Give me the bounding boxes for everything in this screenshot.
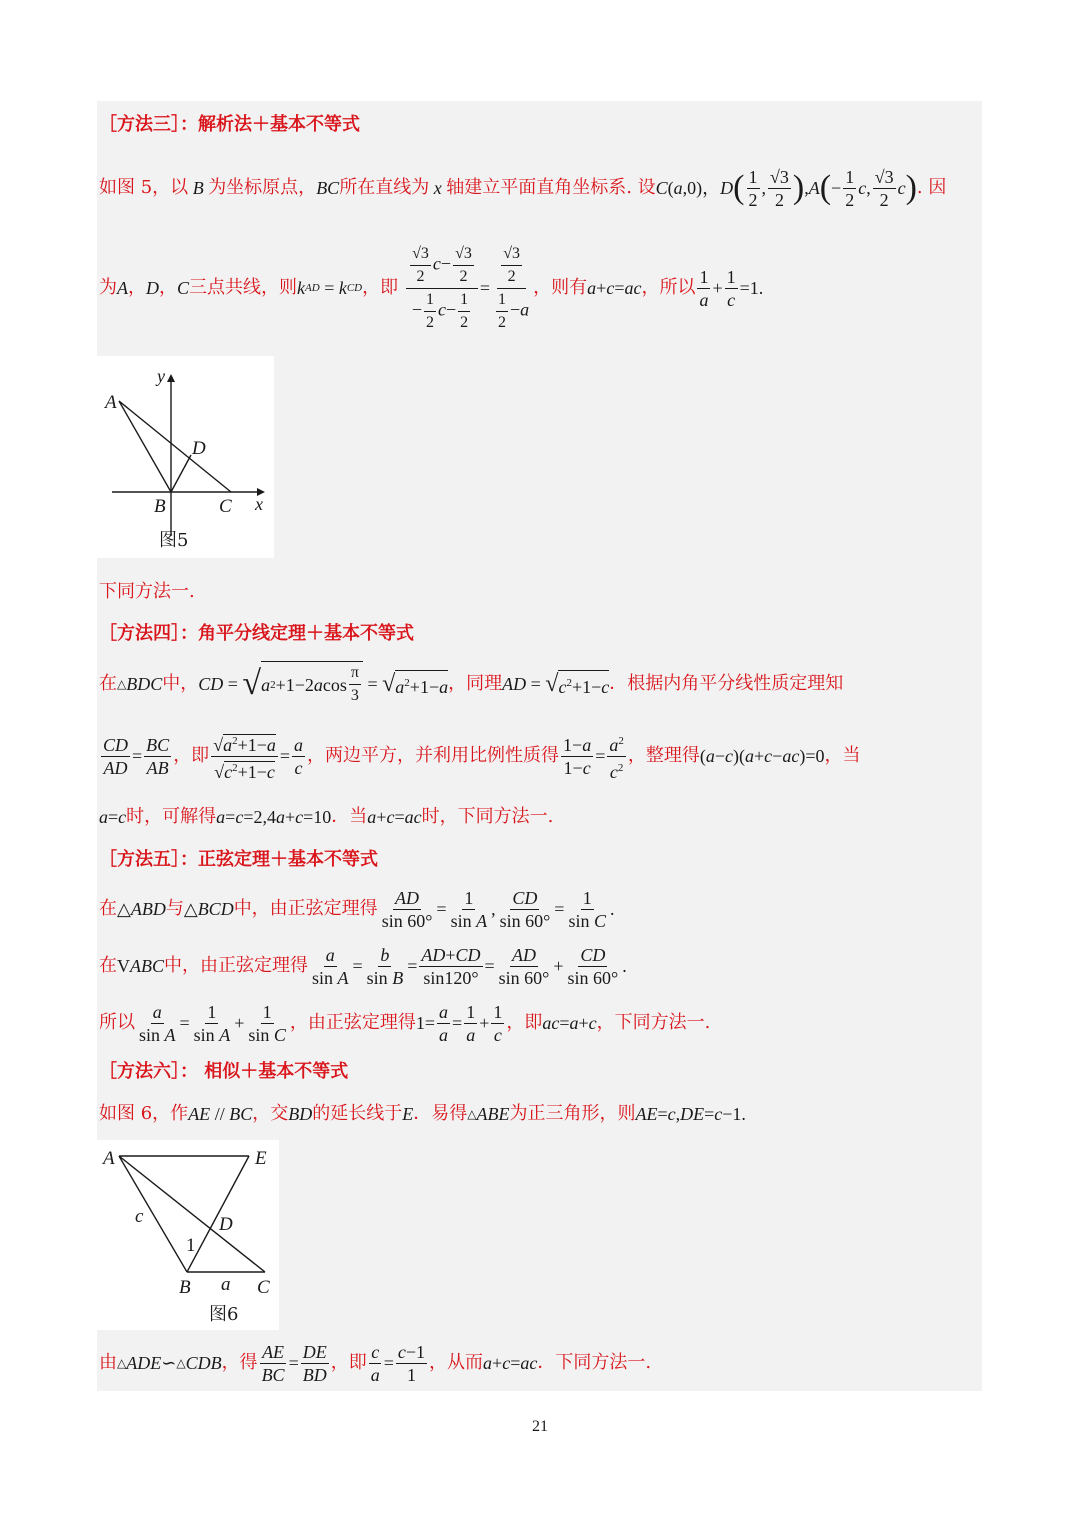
fig5-label-D: D: [192, 438, 206, 459]
method3-line2: 为 A ， D ， C 三点共线，则 k AD = k CD ，即 $\frac{√3}{2}$ c− $\frac{√3}{2}$ − $\frac{1}{2}$ c− $\frac{1}{2}$ = $\frac{√3}{2}$ $\frac{1}{2}$ −a ，则有 a + c = ac ，所以 $\frac{1}{a}$ + $\frac{1}{c}$ =1.: [99, 244, 764, 331]
method6-line2: 由 △ ADE ∽ △ CDB ，得 $\frac{AE}{BC}$ = $\frac{DE}{BD}$ ，即 $\frac{c}{a}$ = $\frac{c-1}{1}$ ，从而 a + c = ac ．下同方法一.: [99, 1341, 652, 1385]
figure-5-diagram: [97, 356, 274, 558]
method3-title: ［方法三］：解析法＋基本不等式: [99, 114, 360, 135]
method4-line3: a = c 时，可解得 a = c =2,4 a + c =10 ．当 a + c = ac 时，下同方法一.: [99, 806, 554, 827]
figure-5: [97, 356, 274, 558]
method3-line1: 如图 5，以 B 为坐标原点， BC 所在直线为 x 轴建立平面直角坐标系. 设 C ( a ,0)， D ( $\frac{1}{2}$ , $\frac{√3}{2}$ ) , A ( − $\frac{1}{2}$ c , $\frac{√3}{2}$ c ) . 因: [99, 166, 947, 210]
fig5-label-B: B: [154, 496, 166, 517]
method5-title: ［方法五］：正弦定理＋基本不等式: [99, 849, 378, 870]
fig5-label-y: y: [157, 366, 165, 386]
method6-title: ［方法六］： 相似＋基本不等式: [99, 1061, 349, 1082]
method5-line1: 在 △ ABD 与 △ BCD 中，由正弦定理得 $\frac{AD}{\sin 60^\circ}$ = $\frac{1}{\text{sin A}}$ , $\frac{CD}{\sin 60^\circ}$ = $\frac{1}{\text{sin C}}$ .: [99, 887, 615, 931]
method4-title: ［方法四］：角平分线定理＋基本不等式: [99, 623, 414, 644]
fig6-label-E: E: [255, 1148, 267, 1169]
fig6-label-A: A: [103, 1148, 115, 1169]
fig5-label-x: x: [255, 494, 263, 514]
fig6-label-D: D: [219, 1214, 233, 1235]
method6-line1: 如图 6，作 AE // BC ，交 BD 的延长线于 E ．易得 △ ABE 为正三角形，则 AE = c , DE = c −1.: [99, 1103, 746, 1124]
fig6-label-C: C: [257, 1277, 270, 1298]
fig5-label-C: C: [219, 496, 232, 517]
fig6-label-B: B: [179, 1277, 191, 1298]
fig6-caption: 图6: [209, 1304, 239, 1325]
fig6-label-1: 1: [186, 1235, 196, 1256]
fig5-caption: 图5: [159, 530, 189, 551]
page-number: 21: [532, 1418, 548, 1435]
method5-line3: 所以 $\frac{a}{\text{sin A}}$ = $\frac{1}{\text{sin A}}$ + $\frac{1}{\text{sin C}}$ ，由正弦定理得 1= $\frac{a}{a}$ = $\frac{1}{a}$ + $\frac{1}{c}$ ，即 ac = a + c ，下同方法一.: [99, 1001, 711, 1045]
method3-line3: 下同方法一.: [99, 581, 195, 602]
fig6-label-a: a: [221, 1274, 231, 1295]
method4-line1: 在 △ BDC 中， CD = √ a 2 +1−2 a cos $\frac{\pi}{3}$ = √ $a^2+1-a$ ，同理 AD = √ $c^2+1-c$ ．根据内角平分线性质定理知: [99, 658, 984, 710]
fig5-label-A: A: [105, 392, 117, 413]
method4-line2: $\frac{CD}{AD}$ = $\frac{BC}{AB}$ ，即 $\frac{√a^2+1-a}{√c^2+1-c}$ = $\frac{a}{c}$ ，两边平方，并利用比例性质得 $\frac{1-a}{1-c}$ = $\frac{a^2}{c^2}$ ，整理得 (a−c)(a+c−ac)=0 ，当: [99, 730, 984, 782]
figure-6-diagram: [97, 1140, 279, 1330]
method5-line2: 在 V ABC 中，由正弦定理得 $\frac{a}{\text{sin A}}$ = $\frac{b}{\text{sin B}}$ = $\frac{AD+CD}{\sin 120^\circ}$ = $\frac{AD}{\sin 60^\circ}$ + $\frac{CD}{\sin 60^\circ}$ .: [99, 944, 627, 988]
figure-6: [97, 1140, 279, 1330]
fig6-label-c: c: [135, 1206, 144, 1227]
